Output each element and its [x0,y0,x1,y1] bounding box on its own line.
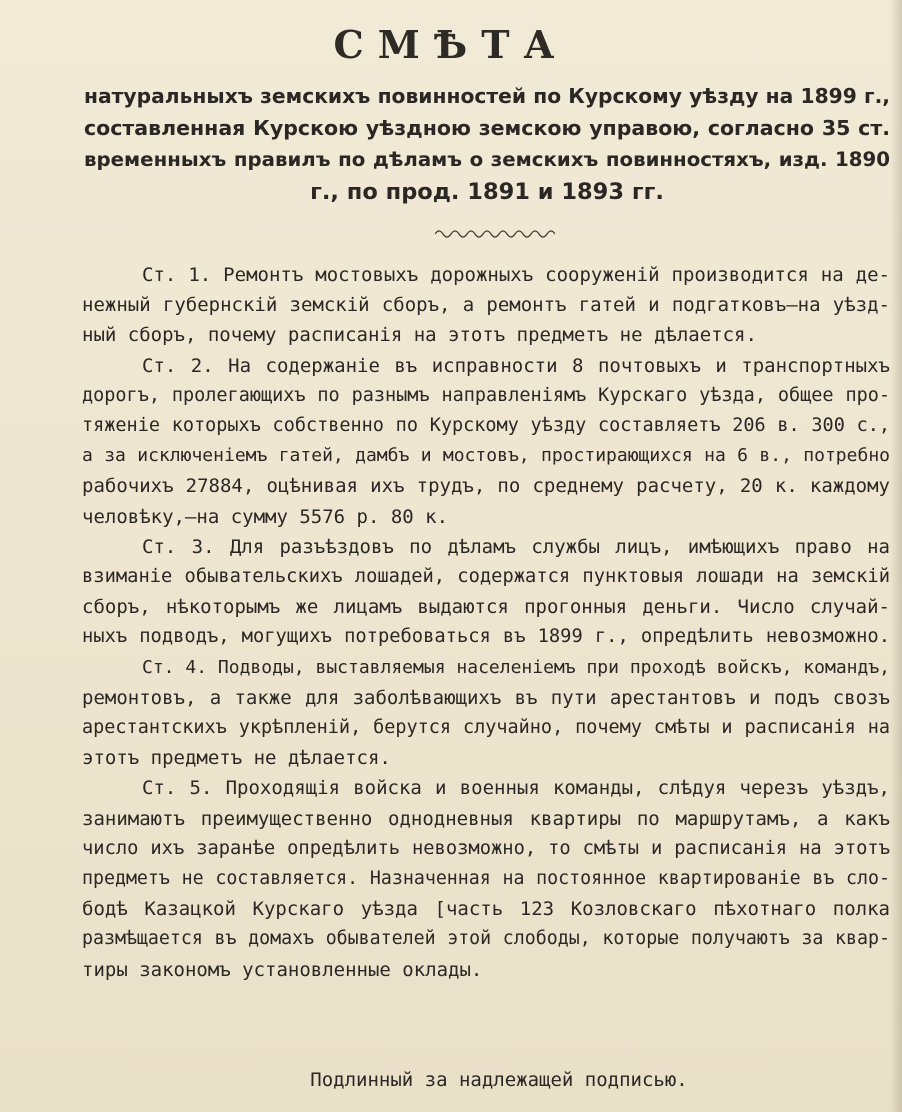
text-line: сборъ, нѣкоторымъ же лицамъ выдаются прогонныя деньги. Число случай- [82,596,890,619]
text-line: занимаютъ преимущественно однодневныя квартиры по маршрутамъ, а какъ [82,807,890,830]
article-4-paragraph [82,653,890,774]
wavy-divider-ornament [435,226,555,238]
text-line: арестантскихъ укрѣпленій, берутся случайно, почему смѣты и расписанія на [82,717,890,739]
text-line: Ст. 4. Подводы, выставляемыя населеніемъ при проходѣ войскъ, командъ, [142,656,890,678]
text-line: взиманіе обывательскихъ лошадей, содержатся пунктовыя лошади на земскій [82,566,890,588]
text-line: ный сборъ, почему расписанія на этотъ предметъ не дѣлается. [82,324,757,347]
text-line: рабочихъ 27884, оцѣнивая ихъ трудъ, по среднему расчету, 20 к. каждому [82,475,890,498]
document-title: СМѢТА [333,22,569,67]
text-line: предметъ не составляется. Назначенная на постоянное квартированіе въ сло- [82,868,890,890]
subtitle-line: временныхъ правилъ по дѣламъ о земскихъ повинностяхъ, изд. 1890 [84,148,890,171]
subtitle-line: натуральныхъ земскихъ повинностей по Курскому уѣзду на 1899 г., [84,84,890,108]
text-line: человѣку,—на сумму 5576 р. 80 к. [82,505,449,528]
article-2-paragraph [82,351,890,532]
article-3-paragraph [82,532,890,653]
document-body [82,260,890,985]
text-line: дорогъ, пролегающихъ по разнымъ направленіямъ Курскаго уѣзда, общее про- [82,384,890,406]
page-edge-shadow [890,0,902,1112]
article-1-paragraph [82,260,890,351]
text-line: размѣщается въ домахъ обывателей этой слободы, которые получаютъ за квар- [82,928,890,950]
text-line: тяженіе которыхъ собственно по Курскому уѣзду составляетъ 206 в. 300 с., [82,415,890,437]
text-line: ремонтовъ, а также для заболѣвающихъ въ пути арестантовъ и подъ свозъ [82,686,890,709]
text-line: нежный губернскій земскій сборъ, а ремонтъ гатей и подгатковъ—на уѣзд- [82,294,890,317]
text-line: Ст. 5. Проходящія войска и военныя команды, слѣдуя черезъ уѣздъ, [142,777,890,800]
article-5-paragraph [82,773,890,984]
text-line: Ст. 2. На содержаніе въ исправности 8 почтовыхъ и транспортныхъ [142,354,890,377]
subtitle-line: составленная Курскою уѣздною земскою управою, согласно 35 ст. [84,116,890,140]
text-line: Ст. 3. Для разъѣздовъ по дѣламъ службы лицъ, имѣющихъ право на [142,535,890,558]
text-line: бодѣ Казацкой Курскаго уѣзда [часть 123 Козловскаго пѣхотнаго полка [82,898,890,921]
text-line: этотъ предметъ не дѣлается. [82,747,391,770]
text-line: число ихъ заранѣе опредѣлить невозможно, то смѣты и расписанія на этотъ [82,837,890,859]
text-line: а за исключеніемъ гатей, дамбъ и мостовъ, простирающихся на 6 в., потребно [82,445,890,467]
text-line: ныхъ подводъ, могущихъ потребоваться въ 1899 г., опредѣлить невозможно. [82,626,890,648]
document-subtitle [84,80,890,208]
text-line: Ст. 1. Ремонтъ мостовыхъ дорожныхъ сооруженій производится на де- [142,264,890,286]
signature-line: Подлинный за надлежащей подписью. [310,1069,688,1091]
subtitle-line: г., по прод. 1891 и 1893 гг. [310,179,664,205]
text-line: тиры закономъ установленные оклады. [82,958,483,981]
